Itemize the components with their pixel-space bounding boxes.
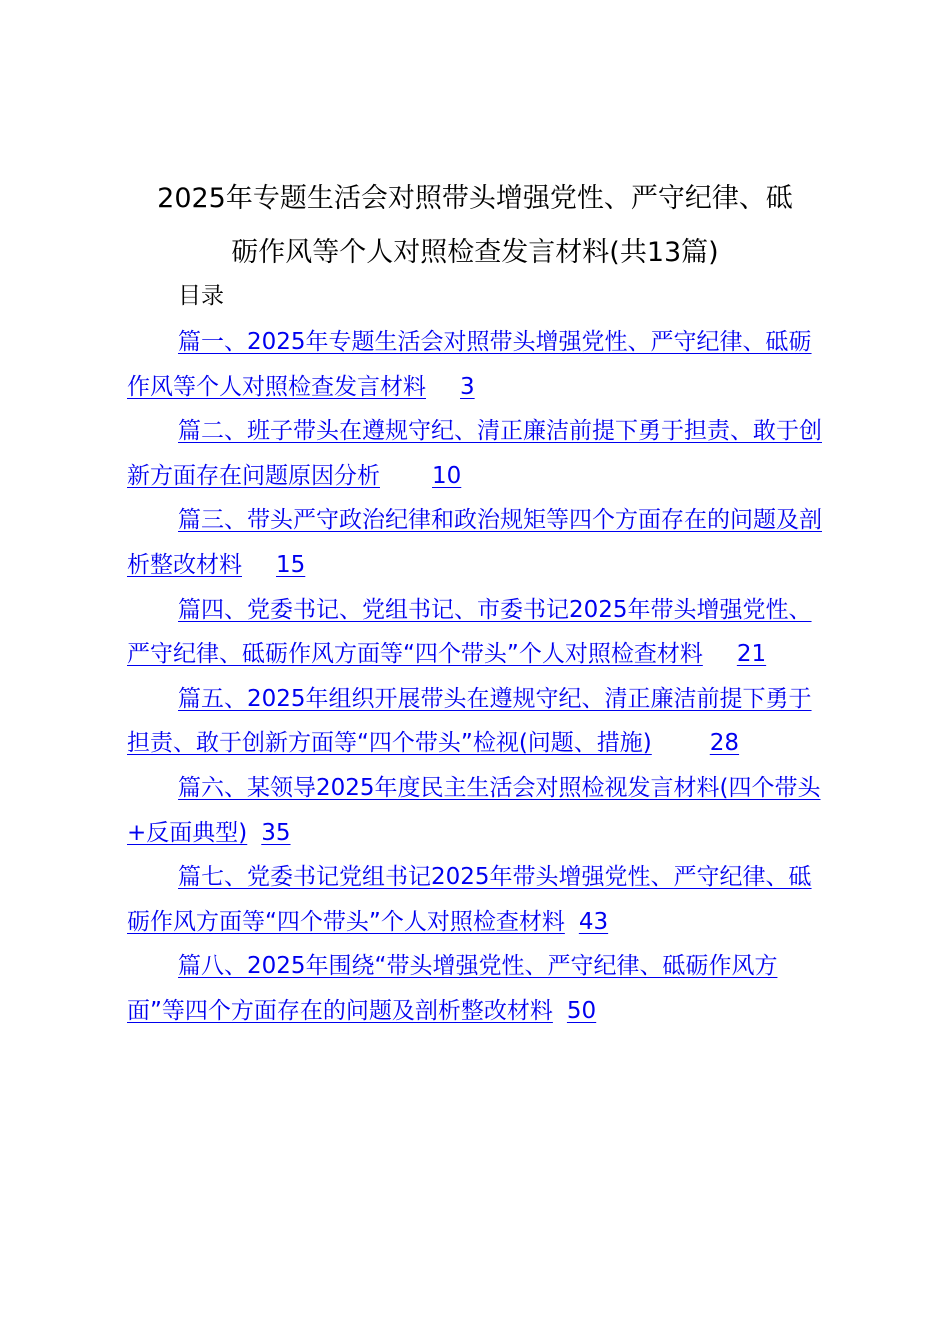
toc-link-4[interactable] [127,597,812,668]
toc-item-page: 28 [709,730,740,757]
toc-item-6[interactable] [127,766,827,855]
toc-item-5[interactable] [127,677,827,766]
toc-item-title: 篇四、党委书记、党组书记、市委书记2025年带头增强党性、严守纪律、砥砺作风方面等“四个带头”个人对照检查材料 [127,596,812,668]
toc-item-page: 50 [566,997,597,1024]
toc-item-page: 10 [432,462,462,489]
toc-link-5[interactable] [127,686,812,757]
toc-item-page: 21 [736,641,767,668]
document-title-line-2: 砺作风等个人对照检查发言材料(共13篇) [231,237,719,268]
table-of-contents [127,320,827,1034]
toc-item-page: 43 [578,908,609,935]
toc-link-3[interactable] [127,507,822,578]
toc-item-3[interactable] [127,498,827,587]
toc-heading: 目录 [178,283,224,309]
toc-item-page: 15 [276,551,306,578]
toc-item-2[interactable] [127,409,827,498]
toc-link-6[interactable] [127,775,821,846]
document-title [110,172,840,280]
toc-item-4[interactable] [127,588,827,677]
toc-item-1[interactable] [127,320,827,409]
toc-item-title: 篇一、2025年专题生活会对照带头增强党性、严守纪律、砥砺作风等个人对照检查发言材料 [127,329,812,400]
toc-item-7[interactable] [127,855,827,944]
toc-item-8[interactable] [127,944,827,1033]
document-title-line-1: 2025年专题生活会对照带头增强党性、严守纪律、砥 [157,183,793,214]
toc-item-title: 篇七、党委书记党组书记2025年带头增强党性、严守纪律、砥砺作风方面等“四个带头”个人对照检查材料 [127,864,812,935]
toc-item-title: 篇三、带头严守政治纪律和政治规矩等四个方面存在的问题及剖析整改材料 [127,507,822,578]
toc-item-page: 3 [460,373,475,400]
toc-item-title: 篇八、2025年围绕“带头增强党性、严守纪律、砥砺作风方面”等四个方面存在的问题及剖析整改材料 [127,953,778,1024]
toc-link-7[interactable] [127,864,812,935]
toc-item-title: 篇二、班子带头在遵规守纪、清正廉洁前提下勇于担责、敢于创新方面存在问题原因分析 [127,418,822,489]
toc-link-8[interactable] [127,953,777,1024]
toc-item-title: 篇六、某领导2025年度民主生活会对照检视发言材料(四个带头+反面典型) [127,774,821,846]
toc-item-title: 篇五、2025年组织开展带头在遵规守纪、清正廉洁前提下勇于担责、敢于创新方面等“四个带头”检视(问题、措施) [127,685,812,757]
toc-item-page: 35 [261,819,291,846]
toc-link-1[interactable] [127,329,812,400]
toc-link-2[interactable] [127,418,822,489]
